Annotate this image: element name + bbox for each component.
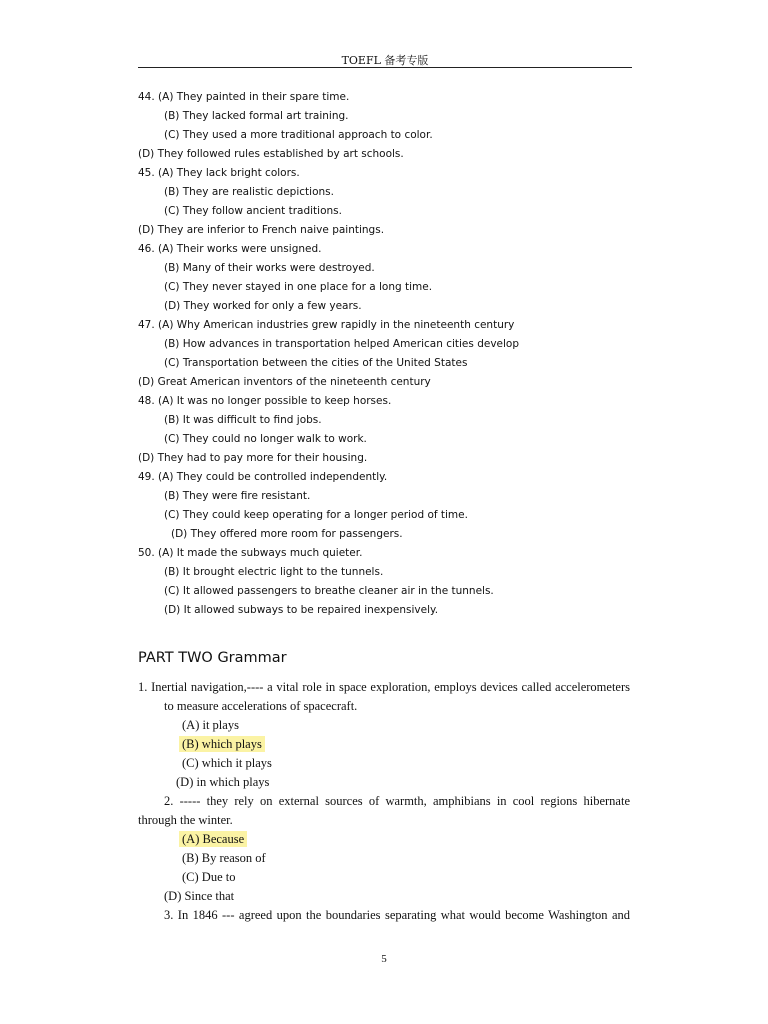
q45-option-b: (B) They are realistic depictions. [164,186,334,198]
q47-option-c: (C) Transportation between the cities of the United States [164,357,468,369]
q50-option-c: (C) It allowed passengers to breathe cleaner air in the tunnels. [164,585,494,597]
header-rule [138,67,632,68]
q46-option-a: 46. (A) Their works were unsigned. [138,243,322,255]
q44-option-a: 44. (A) They painted in their spare time. [138,91,350,103]
q46-option-d: (D) They worked for only a few years. [164,300,362,312]
q48-option-a: 48. (A) It was no longer possible to keep horses. [138,395,392,407]
q47-option-d: (D) Great American inventors of the nineteenth century [138,376,431,388]
q49-option-c: (C) They could keep operating for a longer period of time. [164,509,468,521]
q1-option-a: (A) it plays [182,718,239,732]
highlight-mark: (A) Because [179,831,247,847]
q2-stem-line2: through the winter. [138,813,233,827]
q1-option-b [182,737,265,752]
q48-option-b: (B) It was difficult to find jobs. [164,414,322,426]
q47-option-b: (B) How advances in transportation helped American cities develop [164,338,519,350]
q44-option-d: (D) They followed rules established by art schools. [138,148,404,160]
q1-option-d: (D) in which plays [176,775,270,789]
page-number: 5 [381,953,387,965]
running-header: TOEFL 备考专版 [341,54,429,67]
q45-option-a: 45. (A) They lack bright colors. [138,167,300,179]
q46-option-b: (B) Many of their works were destroyed. [164,262,375,274]
q1-stem-line1: 1. Inertial navigation,---- a vital role in space exploration, employs devices called accelerometers [138,680,630,694]
q49-option-a: 49. (A) They could be controlled independently. [138,471,388,483]
q50-option-b: (B) It brought electric light to the tunnels. [164,566,384,578]
q47-option-a: 47. (A) Why American industries grew rapidly in the nineteenth century [138,319,515,331]
q1-option-c: (C) which it plays [182,756,272,770]
q2-option-a [182,832,247,847]
q50-option-d: (D) It allowed subways to be repaired inexpensively. [164,604,439,616]
q2-option-c: (C) Due to [182,870,236,884]
q2-option-b: (B) By reason of [182,851,266,865]
q2-stem-line1: 2. ----- they rely on external sources of warmth, amphibians in cool regions hibernate [164,794,630,808]
highlight-mark: (B) which plays [179,736,265,752]
q48-option-d: (D) They had to pay more for their housing. [138,452,368,464]
q2-option-d: (D) Since that [164,889,235,903]
q45-option-d: (D) They are inferior to French naive paintings. [138,224,385,236]
q48-option-c: (C) They could no longer walk to work. [164,433,367,445]
q50-option-a: 50. (A) It made the subways much quieter. [138,547,363,559]
q49-option-d: (D) They offered more room for passengers. [171,528,403,540]
q1-stem-line2: to measure accelerations of spacecraft. [164,699,358,713]
q44-option-b: (B) They lacked formal art training. [164,110,349,122]
section-heading-grammar: PART TWO Grammar [138,650,287,666]
q3-stem-line1: 3. In 1846 --- agreed upon the boundaries separating what would become Washington and [164,908,630,922]
q46-option-c: (C) They never stayed in one place for a long time. [164,281,433,293]
q49-option-b: (B) They were fire resistant. [164,490,311,502]
q44-option-c: (C) They used a more traditional approach to color. [164,129,433,141]
q45-option-c: (C) They follow ancient traditions. [164,205,342,217]
